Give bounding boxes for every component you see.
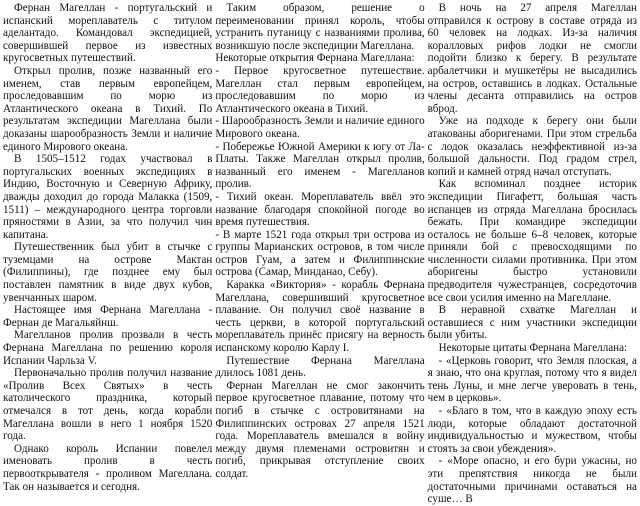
- paragraph: Открыл пролив, позже названный его именем, став первым европейцем, проследовавшим по морю из Атлантического океана в Тихий. По результатам экспедиции Магеллана были доказаны шарообразность Земли и наличие единого Мирового океана.: [3, 64, 213, 153]
- paragraph: В неравной схватке Магеллан и оставшиеся с ним участники экспедиции были убиты.: [427, 304, 637, 342]
- paragraph: Уже на подходе к берегу они были атакованы аборигенами. При этом стрельба с лодок оказалась неэффективной из-за большой дальности. Под градом стрел, копий и камней отряд начал отступать.: [427, 115, 637, 178]
- paragraph: Магелланов пролив прозвали в честь Фернана Магеллана по решению короля Испании Чарльза V.: [3, 329, 213, 367]
- paragraph: В ночь на 27 апреля Магеллан отправился к острову в составе отряда из 60 человек на лодках. Из-за наличия коралловых рифов лодки не смогли подойти близко к берегу. В результате арбалетчики и мушкетёры не высадились на остров, оставшись в лодках. Остальные члены десанта отправились на остров вброд.: [427, 2, 637, 115]
- list-item: - Первое кругосветное путешествие. Магеллан стал первым европейцем, проследовавшим по морю из Атлантического океана в Тихий.: [215, 64, 425, 115]
- list-heading: Некоторые цитаты Фернана Магеллана:: [438, 342, 628, 355]
- list-heading: Некоторые открытия Фернана Магеллана:: [215, 52, 415, 65]
- paragraph: Путешествие Фернана Магеллана длилось 1081 день.: [215, 354, 425, 380]
- quote-item: - «Благо в том, что в каждую эпоху есть люди, которые обладают достаточной индивидуальностью и мужеством, чтобы стоять за свои убеждения».: [427, 405, 637, 455]
- paragraph: Таким образом, решение о переименовании принял король, чтобы устранить путаницу с названиями пролива, возникшую после экспедиции Магеллана.: [215, 2, 425, 52]
- paragraph: Каракка «Виктория» - корабль Фернана Магеллана, совершивший кругосветное плавание. Он получил своё название в честь церкви, в которой португальский мореплаватель принёс присягу на верность испанскому королю Карлу I.: [215, 279, 425, 355]
- paragraph: Путешественник был убит в стычке с туземцами на острове Мактан (Филиппины), где позднее ему был поставлен памятник в виде двух кубов, увенчанных шаром.: [3, 241, 213, 304]
- paragraph: В 1505–1512 годах участвовал в португальских военных экспедициях в Индию, Восточную и Северную Африку, дважды доходил до города Малакка (1509, 1511) – международного центра торговли пряностями в Азии, за что получил чин капитана.: [3, 153, 213, 241]
- paragraph: Однако король Испании повелел именовать пролив в честь первооткрывателя - проливом Магеллана. Так он называется и сегодня.: [3, 442, 213, 493]
- paragraph: Фернан Магеллан - португальский и испанский мореплаватель с титулом аделантадо. Командовал экспедицией, совершившей первое из известных кругосветных путешествий.: [3, 2, 213, 65]
- paragraph: Первоначально пролив получил название «Пролив Всех Святых» в честь католического праздника, который отмечался в тот день, когда корабли Магеллана вошли в него 1 ноября 1520 года.: [3, 367, 213, 443]
- text-column-1: [3, 2, 213, 493]
- list-item: - Шарообразность Земли и наличие единого Мирового океана.: [215, 115, 425, 140]
- paragraph: Как вспоминал позднее историк экспедиции Пигафетт, большая часть испанцев из отряда Магеллана бросилась бежать. При командире экспедиции осталось не больше 6–8 человек, которые приняли бой с превосходящими по численности силами противника. При этом аборигены быстро установили предводителя чужестранцев, сосредоточив все свои усилия именно на Магеллане.: [427, 178, 637, 304]
- list-item: - Побережье Южной Америки к югу от Ла-Платы. Также Магеллан открыл пролив, названный его именем - Магелланов пролив.: [215, 140, 425, 191]
- text-column-2: [215, 2, 425, 480]
- list-item: - В марте 1521 года открыл три острова из группы Марианских островов, в том числе остров Гуам, а затем и Филиппинские острова (Самар, Минданао, Себу).: [215, 228, 425, 279]
- list-item: - Тихий океан. Мореплаватель ввёл это название благодаря спокойной погоде во время путешествия.: [215, 190, 425, 229]
- quote-item: - «Церковь говорит, что Земля плоская, а я знаю, что она круглая, потому что я видел тень Луны, и мне легче уверовать в тень, чем в церковь».: [427, 354, 637, 405]
- paragraph: Фернан Магеллан не смог закончить первое кругосветное плавание, потому что погиб в стычке с островитянами на Филиппинских островах 27 апреля 1521 года. Мореплаватель вмешался в войну между двумя племенами островитян и погиб, прикрывая отступление своих солдат.: [215, 379, 425, 480]
- quote-item: - «Море опасно, и его бури ужасны, но эти препятствия никогда не были достаточными причинами оставаться на суше… В: [427, 455, 637, 506]
- paragraph: Настоящее имя Фернана Магеллана - Фернан де Магальяйнш.: [3, 304, 213, 329]
- text-column-3: [427, 2, 637, 506]
